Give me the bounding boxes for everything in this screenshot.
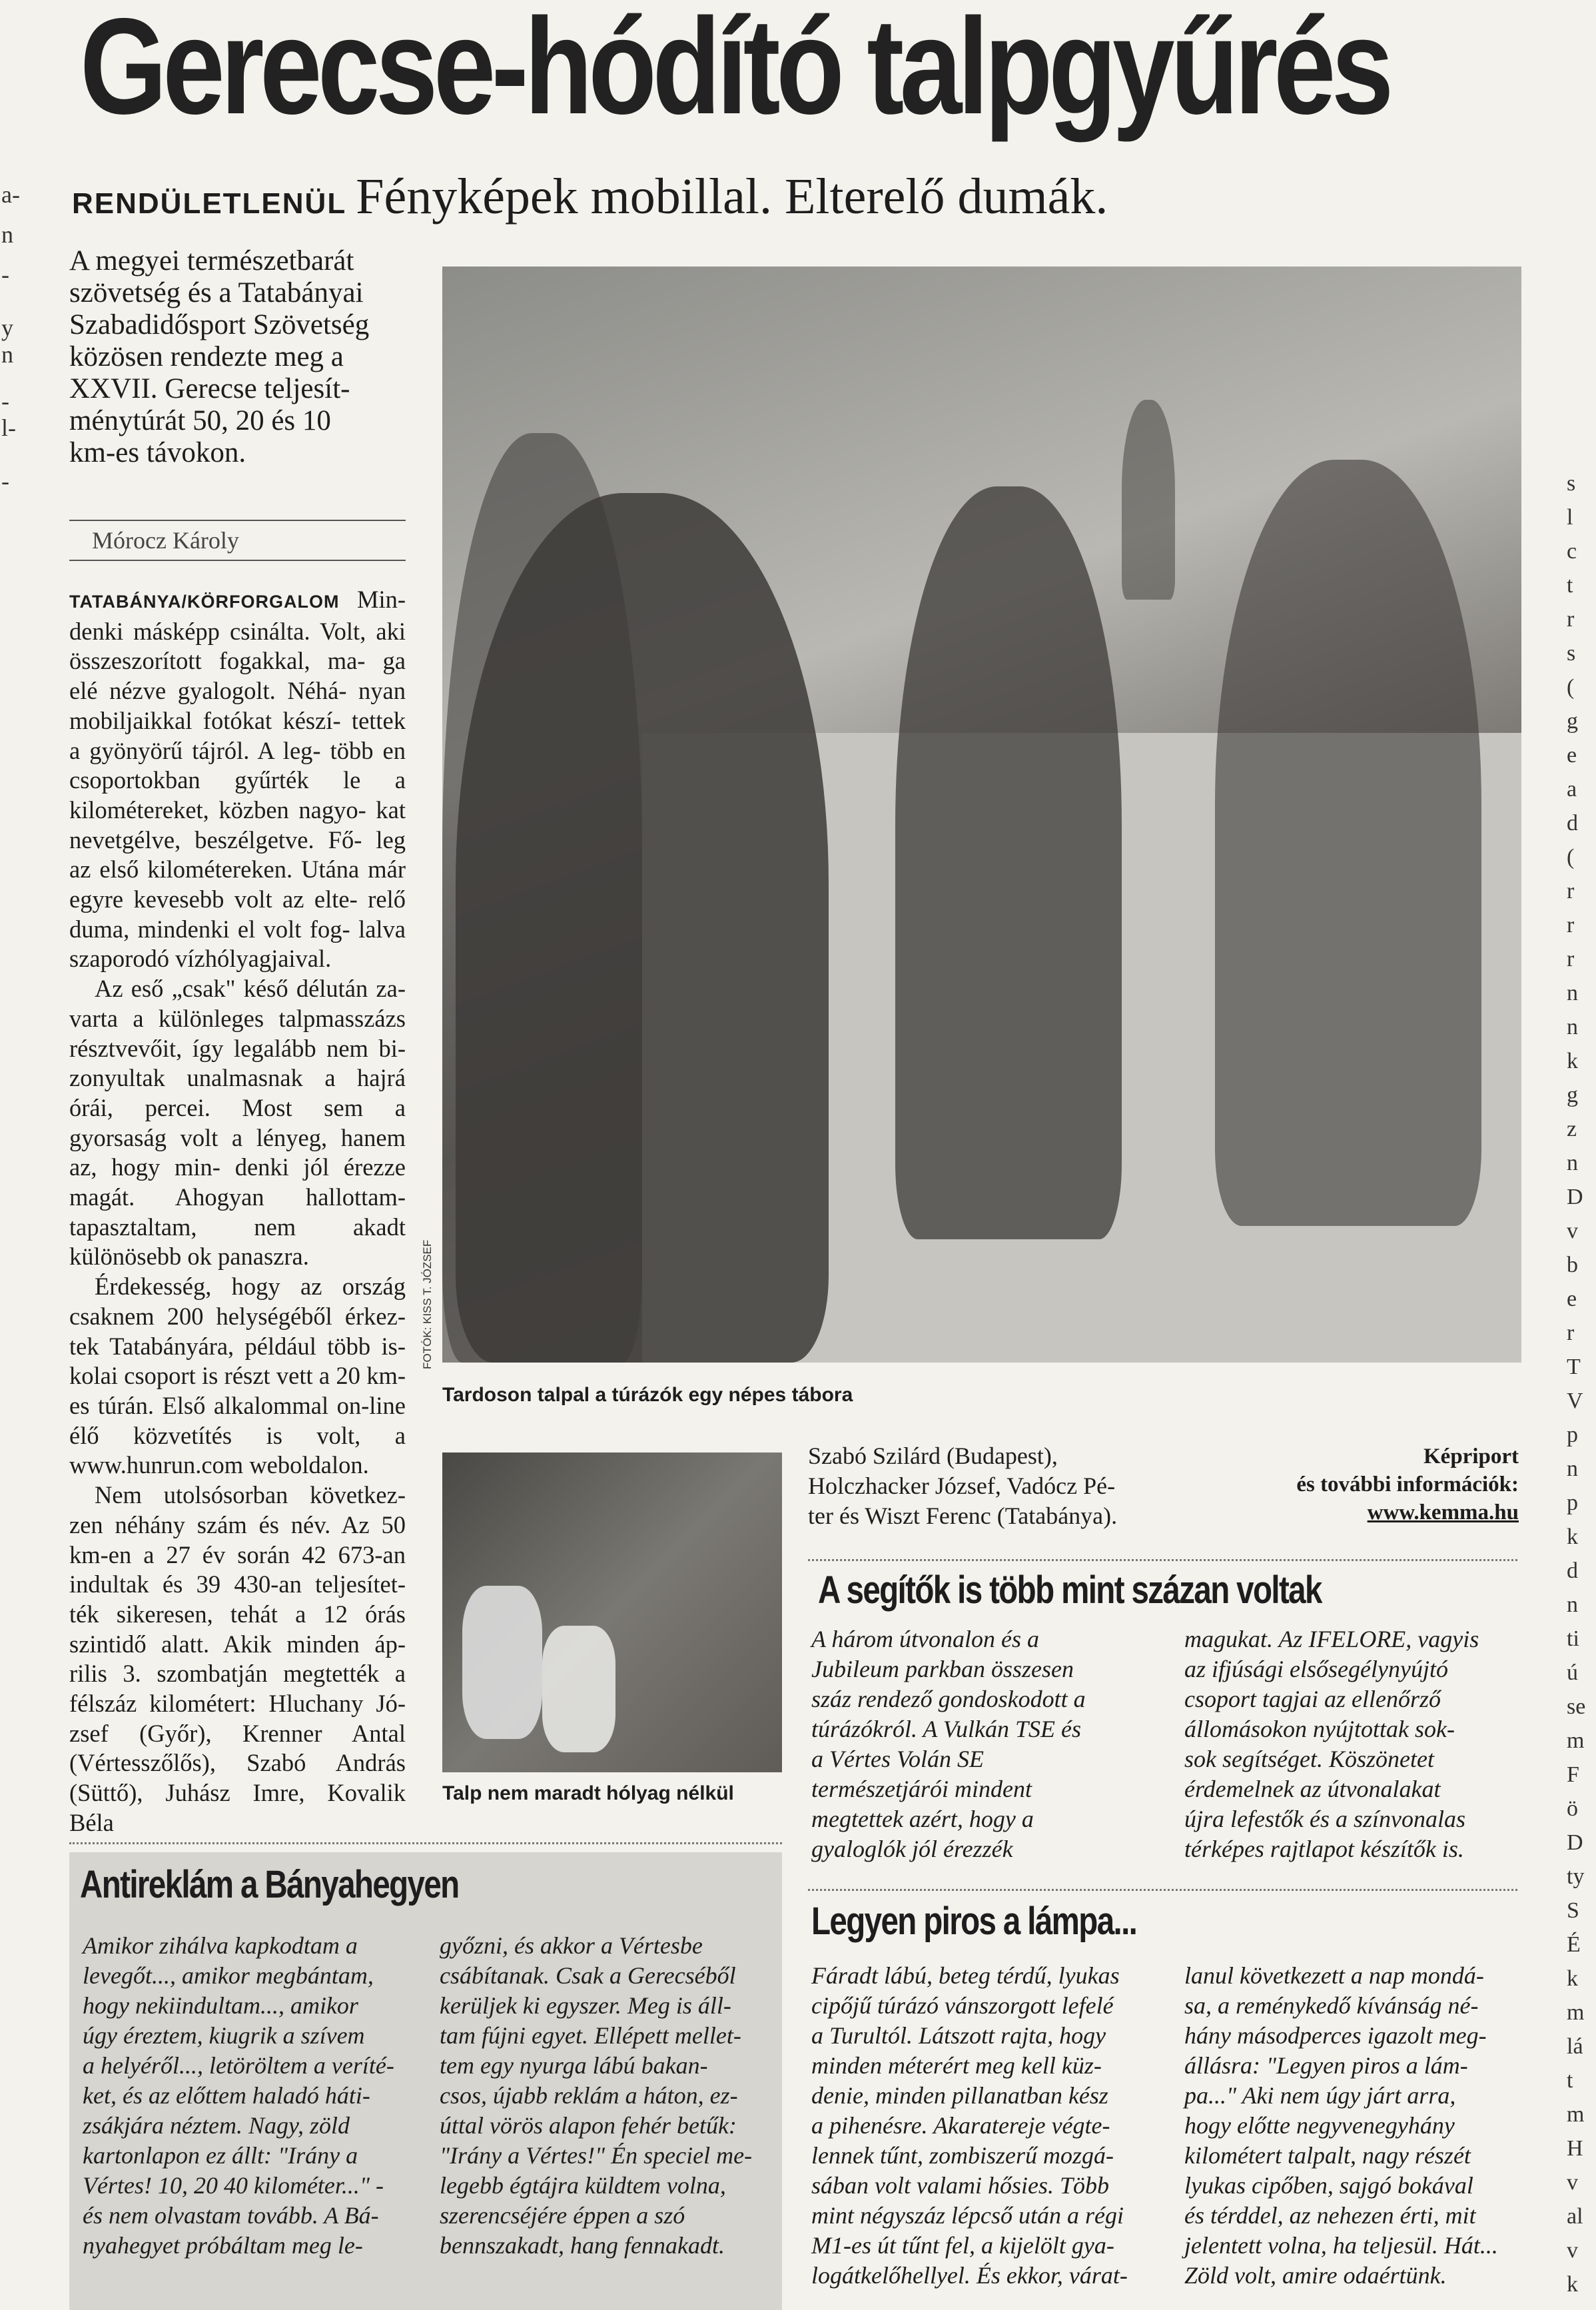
box3-title: Legyen piros a lámpa...: [811, 1900, 1137, 1943]
photo-figure: [542, 1626, 615, 1752]
edge-fragment: S: [1567, 1898, 1579, 1923]
box-text: kilométert talpalt, nagy részét: [1184, 2142, 1471, 2169]
edge-fragment: t: [1567, 573, 1573, 598]
box1-col2: [1184, 1624, 1531, 1864]
box3-rule: [808, 1889, 1517, 1891]
body-text: lalva szaporodó vízhólyagjaival.: [69, 915, 406, 973]
box-text: nyahegyet próbáltam meg le-: [83, 2232, 363, 2259]
box-text: denie, minden pillanatban kész: [811, 2082, 1108, 2109]
box-text: úttal vörös alapon fehér betűk:: [440, 2112, 737, 2139]
edge-fragment: v: [1567, 1219, 1578, 1243]
body-text: tettek a gyönyörű tájról. A leg-: [69, 706, 406, 764]
body-text: zsef (Győr), Krenner Antal: [69, 1719, 406, 1747]
headline: Gerecse-hódító talpgyűrés: [80, 0, 1390, 143]
edge-fragment: n: [1567, 1592, 1578, 1617]
lead-line: ménytúrát 50, 20 és 10: [69, 405, 331, 436]
edge-fragment: g: [1567, 709, 1578, 734]
kicker: RENDÜLETLENÜL: [72, 187, 347, 220]
body-text: több en csoportokban gyűrték le: [69, 736, 406, 794]
box1-title: A segítők is több mint százan voltak: [818, 1568, 1322, 1612]
box-text: a Vértes Volán SE: [811, 1746, 984, 1772]
byline-rule-top: [69, 520, 406, 521]
small-photo: [442, 1452, 782, 1772]
edge-fragment: t: [1567, 2068, 1573, 2093]
body-text: indultak és 39 430-an teljesítet-: [69, 1570, 406, 1598]
body-text: Min-: [357, 586, 406, 613]
box3-col2: [1184, 1961, 1531, 2291]
edge-fragment: É: [1567, 1932, 1581, 1957]
box-text: hány másodperces igazolt meg-: [1184, 2022, 1487, 2049]
edge-fragment: k: [1567, 1524, 1578, 1549]
edge-fragment: -: [1, 468, 9, 494]
box-text: lanul következett a nap mondá-: [1184, 1962, 1484, 1989]
edge-fragment: y: [1, 314, 13, 341]
edge-fragment: d: [1567, 1558, 1578, 1583]
box-text: újra lefestők és a színvonalas: [1184, 1806, 1465, 1832]
photo-figure: [895, 486, 1122, 1239]
box-text: állomásokon nyújtottak sok-: [1184, 1716, 1455, 1742]
box-text: "Irány a Vértes!" Én speciel me-: [440, 2142, 753, 2169]
edge-fragment: se: [1567, 1694, 1586, 1719]
body-text: on-line élő közvetítés is volt, a: [69, 1391, 406, 1449]
body-text: rilis 3. szombatján megtették a: [69, 1660, 406, 1688]
edge-fragment: r: [1567, 947, 1575, 971]
edge-fragment: s: [1567, 641, 1576, 666]
edge-fragment: r: [1567, 607, 1575, 632]
box2-rule: [69, 1842, 782, 1844]
box-text: tam fújni egyet. Ellépett mellet-: [440, 2022, 741, 2049]
edge-fragment: ty: [1567, 1864, 1585, 1889]
box-text: túrázókról. A Vulkán TSE és: [811, 1716, 1081, 1742]
box-text: A három útvonalon és a: [811, 1626, 1039, 1652]
box-text: minden méterért meg kell küz-: [811, 2052, 1102, 2079]
body-text: aki összeszorított fogakkal, ma-: [69, 617, 406, 675]
edge-fragment: b: [1567, 1253, 1578, 1277]
body-text: nyan mobiljaikkal fotókat készí-: [69, 677, 406, 734]
box-text: lyukas cipőben, sajgó bokával: [1184, 2172, 1473, 2199]
box2-col1: [83, 1931, 429, 2261]
edge-fragment: m: [1567, 2102, 1585, 2127]
photo-report-info: [1172, 1443, 1519, 1526]
box-text: térképes rajtlapot készítők is.: [1184, 1836, 1464, 1862]
paragraph: [69, 974, 406, 1272]
edge-fragment: ti: [1567, 1626, 1579, 1651]
photo-figure: [462, 1586, 542, 1739]
box-text: kerüljek ki egyszer. Meg is áll-: [440, 1992, 731, 2019]
box1-rule: [808, 1559, 1517, 1561]
box-text: sa, a reménykedő kívánság né-: [1184, 1992, 1479, 2019]
body-text: ga elé nézve gyalogolt. Néhá-: [69, 647, 406, 705]
edge-fragment: l-: [1, 414, 16, 441]
edge-fragment: n: [1567, 1151, 1578, 1175]
box-text: sában volt valami hősies. Több: [811, 2172, 1109, 2199]
names-continuation: [808, 1441, 1181, 1531]
body-text: résztvevőit, így legalább nem bi-: [69, 1034, 406, 1062]
photo-figure: [1215, 460, 1481, 1226]
edge-fragment: z: [1567, 1117, 1577, 1141]
box1-col1: [811, 1624, 1158, 1864]
lead-line: szövetség és a Tatabányai: [69, 277, 364, 308]
box-text: Amikor zihálva kapkodtam a: [83, 1932, 358, 1959]
box-text: sok segítséget. Köszönetet: [1184, 1746, 1434, 1772]
byline: Mórocz Károly: [92, 527, 239, 554]
edge-fragment: m: [1567, 1728, 1585, 1753]
body-text: félszáz kilométert: Hluchany Jó-: [69, 1690, 406, 1718]
box-text: csábítanak. Csak a Gerecséből: [440, 1962, 736, 1989]
box-text: az ifjúsági elsősegélynyújtó: [1184, 1656, 1448, 1682]
box-text: természetjárói mindent: [811, 1776, 1032, 1802]
box-text: levegőt..., amikor megbántam,: [83, 1962, 374, 1989]
body-text: denki jól érezze magát. Ahogyan: [69, 1153, 406, 1211]
edge-fragment: -: [1, 388, 9, 414]
edge-fragment: d: [1567, 811, 1578, 836]
box2-title: Antireklám a Bányahegyen: [80, 1863, 459, 1906]
box-text: ket, és az előttem haladó háti-: [83, 2082, 370, 2109]
edge-fragment: n: [1567, 981, 1578, 1005]
paragraph: [69, 585, 406, 974]
body-text: zonyultak unalmasnak a hajrá: [69, 1064, 406, 1092]
box-text: kartonlapon ez állt: "Irány a: [83, 2142, 358, 2169]
box2-col2: [440, 1931, 779, 2261]
edge-fragment: n: [1, 341, 13, 368]
edge-fragment: (: [1567, 845, 1575, 869]
lead-line: A megyei természetbarát: [69, 245, 354, 277]
box-text: hogy előtte negyvenegyhány: [1184, 2112, 1455, 2139]
lead-line: Szabadidősport Szövetség: [69, 309, 370, 340]
body-text: a kilométereket, közben nagyo-: [69, 766, 406, 824]
body-text: ték sikeresen, tehát a 12 órás: [69, 1600, 406, 1628]
subhead: Fényképek mobillal. Elterelő dumák.: [356, 169, 1108, 225]
box-text: magukat. Az IFELORE, vagyis: [1184, 1626, 1479, 1652]
subhead-line: [72, 168, 1571, 226]
edge-fragment: a-: [1, 181, 20, 208]
edge-fragment: m: [1567, 2000, 1585, 2025]
small-photo-caption: Talp nem maradt hólyag nélkül: [442, 1782, 734, 1804]
edge-fragment: k: [1567, 2272, 1578, 2297]
body-text: www.hunrun.com weboldalon.: [69, 1451, 369, 1479]
box-text: Jubileum parkban összesen: [811, 1656, 1074, 1682]
box-text: legebb égtájra küldtem volna,: [440, 2172, 726, 2199]
body-text: volt a lényeg, hanem az, hogy min-: [69, 1123, 406, 1181]
paragraph: [69, 1272, 406, 1480]
box-text: lennek tűnt, zombiszerű mozgá-: [811, 2142, 1114, 2169]
box-text: hogy nekiindultam..., amikor: [83, 1992, 358, 2019]
body-text: szintidő alatt. Akik minden áp-: [69, 1630, 406, 1658]
body-text: (Süttő), Juhász Imre, Kovalik Béla: [69, 1779, 406, 1836]
body-text: kolai csoport is részt vett a 20: [69, 1362, 360, 1390]
edge-fragment: v: [1567, 2238, 1578, 2263]
info-line: és további információk:: [1296, 1472, 1519, 1496]
edge-fragment: lá: [1567, 2034, 1583, 2059]
edge-fragment: D: [1567, 1830, 1583, 1855]
body-text: csaknem 200 helységéből érkez-: [69, 1302, 406, 1330]
body-text: varta a különleges talpmasszázs: [69, 1004, 406, 1032]
body-text: ter és Wiszt Ferenc (Tatabánya).: [808, 1502, 1118, 1529]
body-text: zen néhány szám és név. Az 50: [69, 1510, 406, 1538]
body-text: km-es túrán. Első alkalommal: [69, 1362, 406, 1419]
box-text: Zöld volt, amire odaértünk.: [1184, 2262, 1447, 2289]
edge-fragment: e: [1567, 1287, 1577, 1311]
lead-line: km-es távokon.: [69, 437, 246, 468]
box-text: száz rendező gondoskodott a: [811, 1686, 1086, 1712]
body-text: km-en a 27 év során 42 673-an: [69, 1540, 406, 1568]
box-text: Fáradt lábú, beteg térdű, lyukas: [811, 1962, 1120, 1989]
body-text: Nem utolsósorban következ-: [95, 1481, 406, 1509]
edge-fragment: s: [1567, 471, 1576, 496]
edge-fragment: ö: [1567, 1796, 1578, 1821]
byline-rule-bottom: [69, 560, 406, 561]
edge-fragment: k: [1567, 1966, 1578, 1991]
box-text: érdemelnek az útvonalakat: [1184, 1776, 1441, 1802]
box-text: a pihenésre. Akaratereje végte-: [811, 2112, 1110, 2139]
edge-fragment: n: [1567, 1015, 1578, 1039]
box-text: bennszakadt, hang fennakadt.: [440, 2232, 725, 2259]
photo-figure: [1122, 400, 1175, 600]
photo-figure: [456, 493, 829, 1363]
edge-fragment: D: [1567, 1185, 1583, 1209]
box-text: szerencséjére éppen a szó: [440, 2202, 685, 2229]
body-text: (Vértesszőlős), Szabó András: [69, 1749, 406, 1777]
box-text: jelentett volna, ha teljesül. Hát...: [1184, 2232, 1498, 2259]
box-text: és térddel, az nehezen érti, mit: [1184, 2202, 1476, 2229]
body-text: relő duma, mindenki el volt fog-: [69, 885, 406, 943]
edge-fragment: al: [1567, 2204, 1583, 2229]
body-text: kat nevetgélve, beszélgetve. Fő-: [69, 796, 406, 854]
box-text: megtettek azért, hogy a: [811, 1806, 1034, 1832]
box-text: zsákjára néztem. Nagy, zöld: [83, 2112, 350, 2139]
edge-fragment: c: [1567, 539, 1577, 564]
lead-paragraph: [69, 245, 416, 469]
box-text: győzni, és akkor a Vértesbe: [440, 1932, 703, 1959]
info-line: Képriport: [1423, 1444, 1519, 1468]
box-text: a helyéről..., letöröltem a veríté-: [83, 2052, 394, 2079]
edge-fragment: n: [1, 221, 13, 248]
box-text: mint négyszáz lépcső után a régi: [811, 2202, 1124, 2229]
edge-fragment: H: [1567, 2136, 1583, 2161]
box-text: a Turultól. Látszott rajta, hogy: [811, 2022, 1106, 2049]
edge-fragment: r: [1567, 913, 1575, 937]
info-link[interactable]: www.kemma.hu: [1367, 1500, 1519, 1524]
body-text: Érdekesség, hogy az ország: [95, 1273, 406, 1301]
edge-fragment: T: [1567, 1355, 1581, 1379]
box-text: és nem olvastam tovább. A Bá-: [83, 2202, 379, 2229]
body-text: denki másképp csinálta. Volt,: [69, 617, 366, 645]
edge-fragment: F: [1567, 1762, 1579, 1787]
paragraph: [69, 1480, 406, 1838]
body-text: tek Tatabányára, például több is-: [69, 1332, 406, 1360]
left-edge-fragments: [1, 180, 21, 493]
body-text: Az eső „csak" késő délután za-: [95, 975, 406, 1003]
edge-fragment: V: [1567, 1389, 1583, 1413]
box-text: logátkelőhellyel. És ekkor, várat-: [811, 2262, 1128, 2289]
edge-fragment: ú: [1567, 1660, 1578, 1685]
body-text: órái, percei. Most sem a gyorsaság: [69, 1093, 406, 1151]
edge-fragment: r: [1567, 879, 1575, 903]
box-text: gyaloglók jól érezzék: [811, 1836, 1013, 1862]
body-text: Holczhacker József, Vadócz Pé-: [808, 1472, 1116, 1499]
main-photo: [442, 267, 1521, 1363]
right-edge-fragments: [1567, 466, 1596, 2305]
body-text: Szabó Szilárd (Budapest),: [808, 1443, 1058, 1469]
body-text: leg az első kilométereken. Utána: [69, 826, 406, 883]
edge-fragment: e: [1567, 743, 1577, 768]
edge-fragment: n: [1567, 1456, 1578, 1481]
lead-line: közösen rendezte meg a: [69, 341, 344, 372]
photo-credit: FOTÓK: KISS T. JÓZSEF: [421, 1239, 434, 1369]
box-text: tem egy nyurga lábú bakan-: [440, 2052, 708, 2079]
body-text: akadt különösebb ok panaszra.: [69, 1213, 406, 1271]
edge-fragment: a: [1567, 777, 1577, 802]
edge-fragment: v: [1567, 2170, 1578, 2195]
body-text: már egyre kevesebb volt az elte-: [69, 856, 406, 913]
article-body: [69, 585, 406, 1838]
main-photo-caption: Tardoson talpal a túrázók egy népes tábora: [442, 1384, 853, 1406]
box-text: csoport tagjai az ellenőrző: [1184, 1686, 1441, 1712]
box-text: csos, újabb reklám a háton, ez-: [440, 2082, 738, 2109]
lead-line: XXVII. Gerecse teljesít-: [69, 373, 350, 404]
body-text: hallottam-tapasztaltam, nem: [69, 1183, 406, 1241]
dateline: TATABÁNYA/KÖRFORGALOM: [69, 592, 340, 612]
box-text: M1-es út tűnt fel, a kijelölt gya-: [811, 2232, 1114, 2259]
box3-col1: [811, 1961, 1158, 2291]
edge-fragment: -: [1, 261, 9, 288]
box-text: cipőjű túrázó vánszorgott lefelé: [811, 1992, 1114, 2019]
edge-fragment: p: [1567, 1490, 1578, 1515]
box-text: állásra: "Legyen piros a lám-: [1184, 2052, 1468, 2079]
box-text: úgy éreztem, kiugrik a szívem: [83, 2022, 365, 2049]
edge-fragment: k: [1567, 1049, 1578, 1073]
edge-fragment: g: [1567, 1083, 1578, 1107]
edge-fragment: (: [1567, 675, 1575, 700]
box-text: pa..." Aki nem úgy járt arra,: [1184, 2082, 1456, 2109]
box-text: Vértes! 10, 20 40 kilométer..." -: [83, 2172, 384, 2199]
edge-fragment: p: [1567, 1423, 1578, 1447]
edge-fragment: r: [1567, 1321, 1575, 1345]
edge-fragment: l: [1567, 505, 1573, 530]
